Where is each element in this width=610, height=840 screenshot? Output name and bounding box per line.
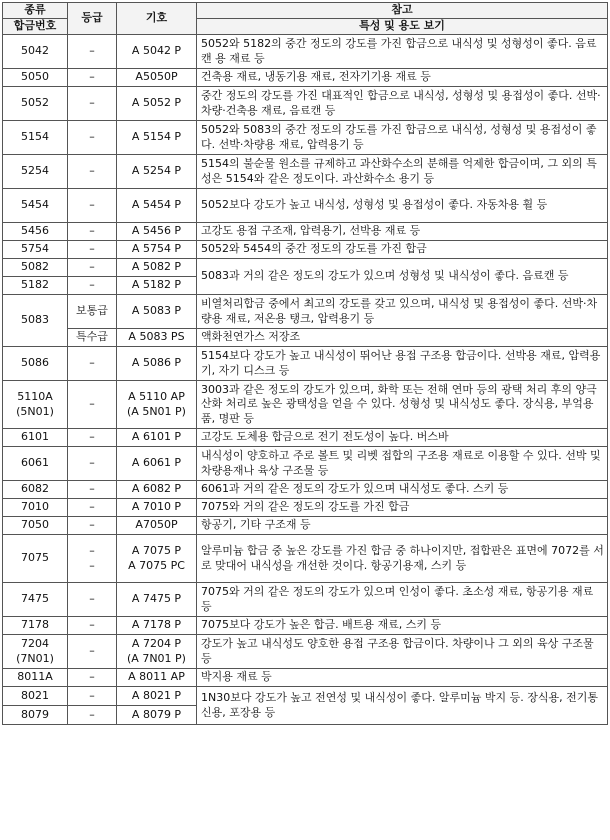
grade: –	[68, 35, 117, 69]
table-row	[3, 517, 608, 535]
grade: –	[68, 223, 117, 241]
table-row	[3, 687, 608, 706]
usage: 5154보다 강도가 높고 내식성이 뛰어난 용접 구조용 합금이다. 선박용 재료, 압력용기, 자기 디스크 등	[197, 347, 608, 381]
symbol: A 5110 AP (A 5N01 P)	[117, 381, 197, 429]
usage: 5083과 거의 같은 정도의 강도가 있으며 성형성 및 내식성이 좋다. 음료캔 등	[197, 259, 608, 295]
alloy-number: 5456	[3, 223, 68, 241]
symbol: A 5086 P	[117, 347, 197, 381]
table-row	[3, 155, 608, 189]
usage: 5052와 5083의 중간 정도의 강도를 가진 합금으로 내식성, 성형성 및 용접성이 좋다. 선박·차량용 재료, 압력용기 등	[197, 121, 608, 155]
usage: 7075와 거의 같은 정도의 강도가 있으며 인성이 좋다. 초소성 재료, 항공기용 재료 등	[197, 583, 608, 617]
symbol: A 7178 P	[117, 617, 197, 635]
grade: –	[68, 669, 117, 687]
alloy-number: 5254	[3, 155, 68, 189]
col-header-symbol: 기호	[117, 3, 197, 35]
alloy-number: 5042	[3, 35, 68, 69]
alloy-number: 5050	[3, 69, 68, 87]
usage: 비열처리합금 중에서 최고의 강도를 갖고 있으며, 내식성 및 용접성이 좋다. 선박·차량용 재료, 저온용 탱크, 압력용기 등	[197, 295, 608, 329]
usage: 알루미늄 합금 중 높은 강도를 가진 합금 중 하나이지만, 접합판은 표면에 7072를 서로 맞대어 내식성을 개선한 것이다. 항공기용재, 스키 등	[197, 535, 608, 583]
symbol: A 5456 P	[117, 223, 197, 241]
symbol: A 5254 P	[117, 155, 197, 189]
grade: –	[68, 155, 117, 189]
usage: 7075보다 강도가 높은 합금. 배트용 재료, 스키 등	[197, 617, 608, 635]
symbol: A 7075 P A 7075 PC	[117, 535, 197, 583]
table-row	[3, 69, 608, 87]
alloy-table	[2, 2, 608, 725]
grade: –	[68, 635, 117, 669]
usage: 5052보다 강도가 높고 내식성, 성형성 및 용접성이 좋다. 자동차용 휠 등	[197, 189, 608, 223]
usage: 내식성이 양호하고 주로 볼트 및 리벳 접합의 구조용 재료로 이용할 수 있다. 선박 및 차량용재나 육상 구조물 등	[197, 447, 608, 481]
grade: 특수급	[68, 329, 117, 347]
table-row	[3, 121, 608, 155]
alloy-number: 8021	[3, 687, 68, 706]
usage: 3003과 같은 정도의 강도가 있으며, 화학 또는 전해 연마 등의 광택 처리 후의 양극 산화 처리로 높은 광택성을 얻을 수 있다. 성형성 및 내식성도 좋다. 장식용, 부엌용품, 명판 등	[197, 381, 608, 429]
grade: –	[68, 687, 117, 706]
symbol: A 8011 AP	[117, 669, 197, 687]
symbol: A 5754 P	[117, 241, 197, 259]
table-row	[3, 189, 608, 223]
symbol: A 5042 P	[117, 35, 197, 69]
symbol: A 8021 P	[117, 687, 197, 706]
usage: 7075와 거의 같은 정도의 강도를 가진 합금	[197, 499, 608, 517]
alloy-number: 7075	[3, 535, 68, 583]
grade: –	[68, 241, 117, 259]
usage: 고강도 용접 구조재, 압력용기, 선박용 재료 등	[197, 223, 608, 241]
table-row	[3, 583, 608, 617]
symbol: A 7010 P	[117, 499, 197, 517]
grade: –	[68, 381, 117, 429]
alloy-number: 5154	[3, 121, 68, 155]
grade: –	[68, 429, 117, 447]
usage: 강도가 높고 내식성도 양호한 용접 구조용 합금이다. 차량이나 그 외의 육상 구조물 등	[197, 635, 608, 669]
alloy-number: 7204 (7N01)	[3, 635, 68, 669]
grade: –	[68, 87, 117, 121]
usage: 5052와 5454의 중간 정도의 강도를 가진 합금	[197, 241, 608, 259]
col-header-alloy-number: 합금번호	[3, 19, 68, 35]
symbol: A 7475 P	[117, 583, 197, 617]
alloy-number: 6061	[3, 447, 68, 481]
table-row	[3, 381, 608, 429]
symbol: A 5052 P	[117, 87, 197, 121]
symbol: A 6082 P	[117, 481, 197, 499]
grade: –	[68, 69, 117, 87]
usage: 5154의 불순물 원소를 규제하고 과산화수소의 분해를 억제한 합금이며, 그 외의 특성은 5154와 같은 정도이다. 과산화수소 용기 등	[197, 155, 608, 189]
col-header-type: 종류	[3, 3, 68, 19]
alloy-number: 6101	[3, 429, 68, 447]
symbol: A 5182 P	[117, 277, 197, 295]
table-row	[3, 635, 608, 669]
alloy-number: 8079	[3, 706, 68, 725]
usage: 건축용 재료, 냉동기용 재료, 전자기기용 재료 등	[197, 69, 608, 87]
alloy-number: 5082	[3, 259, 68, 277]
symbol: A7050P	[117, 517, 197, 535]
alloy-number: 6082	[3, 481, 68, 499]
table-row	[3, 329, 608, 347]
table-row	[3, 259, 608, 277]
symbol: A 5083 PS	[117, 329, 197, 347]
table-row	[3, 429, 608, 447]
col-header-ref: 참고	[197, 3, 608, 19]
table-row	[3, 35, 608, 69]
table-row	[3, 481, 608, 499]
symbol: A 6101 P	[117, 429, 197, 447]
grade: –	[68, 517, 117, 535]
alloy-number: 7050	[3, 517, 68, 535]
alloy-number: 5052	[3, 87, 68, 121]
symbol: A 5154 P	[117, 121, 197, 155]
table-row	[3, 499, 608, 517]
usage: 고강도 도체용 합금으로 전기 전도성이 높다. 버스바	[197, 429, 608, 447]
alloy-number: 5182	[3, 277, 68, 295]
symbol: A 8079 P	[117, 706, 197, 725]
grade: –	[68, 583, 117, 617]
grade: –	[68, 189, 117, 223]
alloy-number: 5110A (5N01)	[3, 381, 68, 429]
alloy-number: 7475	[3, 583, 68, 617]
grade: –	[68, 347, 117, 381]
table-row	[3, 241, 608, 259]
col-header-usage: 특성 및 용도 보기	[197, 19, 608, 35]
alloy-number: 5754	[3, 241, 68, 259]
table-row	[3, 617, 608, 635]
table-row	[3, 535, 608, 583]
usage: 중간 정도의 강도를 가진 대표적인 합금으로 내식성, 성형성 및 용접성이 좋다. 선박·차량·건축용 재료, 음료캔 등	[197, 87, 608, 121]
table-row	[3, 295, 608, 329]
alloy-number: 5086	[3, 347, 68, 381]
table-row	[3, 669, 608, 687]
col-header-grade: 등급	[68, 3, 117, 35]
table-row	[3, 447, 608, 481]
grade: –	[68, 277, 117, 295]
grade: –	[68, 121, 117, 155]
usage: 박지용 재료 등	[197, 669, 608, 687]
table-row	[3, 87, 608, 121]
alloy-number: 8011A	[3, 669, 68, 687]
grade: –	[68, 706, 117, 725]
usage: 1N30보다 강도가 높고 전연성 및 내식성이 좋다. 알루미늄 박지 등. 장식용, 전기통신용, 포장용 등	[197, 687, 608, 725]
grade: –	[68, 259, 117, 277]
grade: 보통급	[68, 295, 117, 329]
table-row	[3, 347, 608, 381]
grade: –	[68, 447, 117, 481]
usage: 항공기, 기타 구조재 등	[197, 517, 608, 535]
symbol: A5050P	[117, 69, 197, 87]
symbol: A 5082 P	[117, 259, 197, 277]
usage: 액화천연가스 저장조	[197, 329, 608, 347]
usage: 6061과 거의 같은 정도의 강도가 있으며 내식성도 좋다. 스키 등	[197, 481, 608, 499]
symbol: A 5083 P	[117, 295, 197, 329]
grade: – –	[68, 535, 117, 583]
symbol: A 6061 P	[117, 447, 197, 481]
alloy-number: 5083	[3, 295, 68, 347]
grade: –	[68, 617, 117, 635]
symbol: A 7204 P (A 7N01 P)	[117, 635, 197, 669]
symbol: A 5454 P	[117, 189, 197, 223]
grade: –	[68, 499, 117, 517]
table-row	[3, 223, 608, 241]
alloy-number: 7010	[3, 499, 68, 517]
usage: 5052와 5182의 중간 정도의 강도를 가진 합금으로 내식성 및 성형성이 좋다. 음료캔 용 재료 등	[197, 35, 608, 69]
grade: –	[68, 481, 117, 499]
alloy-number: 7178	[3, 617, 68, 635]
alloy-number: 5454	[3, 189, 68, 223]
